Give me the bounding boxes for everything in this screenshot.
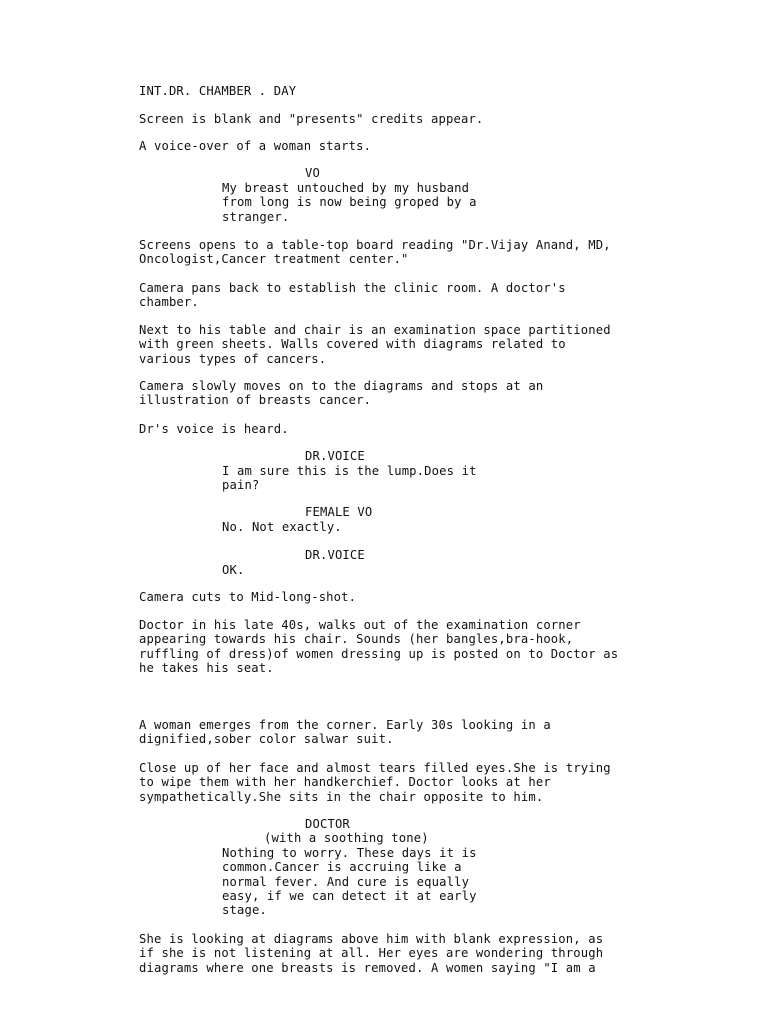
character-cue: FEMALE VO (305, 505, 373, 519)
dialogue: No. Not exactly. (222, 520, 342, 534)
parenthetical: (with a soothing tone) (264, 831, 429, 845)
action-line: Camera slowly moves on to the diagrams and stops at an illustration of breasts cancer. (139, 379, 544, 408)
character-cue: VO (305, 166, 320, 180)
action-line: Next to his table and chair is an examination space partitioned with green sheets. Walls covered with diagrams related to various types of cancers. (139, 323, 611, 366)
dialogue: I am sure this is the lump.Does it pain? (222, 464, 477, 493)
action-line: Screen is blank and "presents" credits appear. (139, 112, 484, 126)
action-line: Camera pans back to establish the clinic room. A doctor's chamber. (139, 281, 566, 310)
action-line: Dr's voice is heard. (139, 422, 289, 436)
dialogue: Nothing to worry. These days it is common.Cancer is accruing like a normal fever. And cure is equally easy, if we can detect it at early stage. (222, 846, 477, 918)
action-line: Doctor in his late 40s, walks out of the examination corner appearing towards his chair. Sounds (her bangles,bra-hook, ruffling of dress)of women dressing up is posted on to Doctor as he takes his seat. (139, 618, 619, 675)
action-line: Screens opens to a table-top board reading "Dr.Vijay Anand, MD, Oncologist,Cancer treatment center." (139, 238, 611, 267)
dialogue: OK. (222, 563, 245, 577)
action-line: A woman emerges from the corner. Early 30s looking in a dignified,sober color salwar suit. (139, 718, 551, 747)
character-cue: DOCTOR (305, 817, 350, 831)
action-line: A voice-over of a woman starts. (139, 139, 372, 153)
action-line: She is looking at diagrams above him with blank expression, as if she is not listening at all. Her eyes are wondering through diagrams where one breasts is removed. A women saying "I am a (139, 932, 604, 975)
dialogue: My breast untouched by my husband from long is now being groped by a stranger. (222, 181, 477, 224)
action-line: Close up of her face and almost tears filled eyes.She is trying to wipe them with her handkerchief. Doctor looks at her sympathetically.She sits in the chair opposite to him. (139, 761, 611, 804)
character-cue: DR.VOICE (305, 449, 365, 463)
character-cue: DR.VOICE (305, 548, 365, 562)
action-line: Camera cuts to Mid-long-shot. (139, 590, 357, 604)
scene-heading: INT.DR. CHAMBER . DAY (139, 84, 297, 98)
